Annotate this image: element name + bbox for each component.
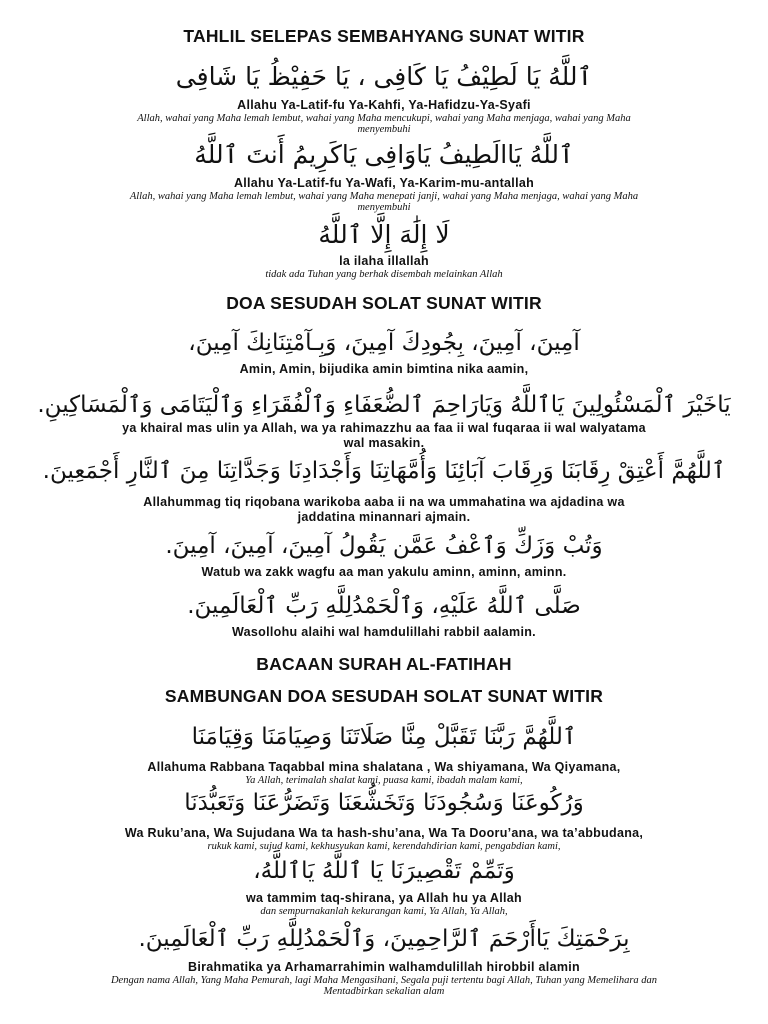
section-title-fatihah: BACAAN SURAH AL-FATIHAH <box>256 654 512 674</box>
transliteration-verse-2: Allahu Ya-Latif-fu Ya-Wafi, Ya-Karim-mu-antallah <box>233 176 535 190</box>
meaning-verse-1: Allah, wahai yang Maha lemah lembut, wahai yang Maha mencukupi, wahai yang Maha menjaga, wahai yang Maha menyembuhi <box>137 113 631 135</box>
transliteration-verse-7: Watub wa zakk wagfu aa man yakulu aminn, aminn, aminn. <box>201 565 567 579</box>
meaning-verse-3: tidak ada Tuhan yang berhak disembah melainkan Allah <box>265 269 503 280</box>
meaning-verse-2: Allah, wahai yang Maha lemah lembut, wahai yang Maha menepati janji, wahai yang Maha menjaga, wahai yang Maha menyembuhi <box>129 191 639 213</box>
arabic-verse-4: آمِينَ، آمِينَ، بِجُودِكَ آمِينَ، وَبِـآمْتِنَانِكَ آمِينَ، <box>188 330 580 356</box>
arabic-verse-7: وَتُبْ وَزَكِّ وَٱعْفُ عَمَّن يَقُولُ آمِينَ، آمِينَ، آمِينَ. <box>165 533 603 559</box>
arabic-verse-3: لَا إِلَٰهَ إِلَّا ٱللَّهُ <box>318 220 450 249</box>
transliteration-verse-1: Allahu Ya-Latif-fu Ya-Kahfi, Ya-Hafidzu-Ya-Syafi <box>237 98 531 112</box>
arabic-verse-10: وَرُكُوعَنَا وَسُجُودَنَا وَتَخَشُّعَنَا وَتَضَرُّعَنَا وَتَعَبُّدَنَا <box>184 790 584 816</box>
section-title-sambungan: SAMBUNGAN DOA SESUDAH SOLAT SUNAT WITIR <box>164 686 604 706</box>
arabic-verse-8: صَلَّى ٱللَّهُ عَلَيْهِ، وَٱلْحَمْدُلِلَّهِ رَبِّ ٱلْعَالَمِينَ. <box>187 593 581 619</box>
arabic-verse-9: ٱللَّهُمَّ رَبَّنَا تَقَبَّلْ مِنَّا صَلَاتَنَا وَصِيَامَنَا وَقِيَامَنَا <box>191 724 577 750</box>
transliteration-verse-5: ya khairal mas ulin ya Allah, wa ya rahimazzhu aa faa ii wal fuqaraa ii wal walyatama wal masakin. <box>122 421 646 450</box>
arabic-verse-1: ٱللَّهُ يَا لَطِيْفُ يَا كَافِى ، يَا حَفِيْظُ يَا شَافِى <box>175 62 593 91</box>
section-title-doa: DOA SESUDAH SOLAT SUNAT WITIR <box>226 293 542 313</box>
meaning-verse-11: dan sempurnakanlah kekurangan kami, Ya Allah, Ya Allah, <box>260 906 508 917</box>
arabic-verse-2: ٱللَّهُ يَاالَطِيفُ يَاوَافِى يَاكَرِيمُ أَنتَ ٱللَّهُ <box>194 140 574 169</box>
arabic-verse-11: وَتَمِّمْ تَقْصِيرَنَا يَا ٱللَّهُ يَاٱللَّهُ، <box>253 858 515 884</box>
meaning-verse-10: rukuk kami, sujud kami, kekhusyukan kami, kerendahdirian kami, pengabdian kami, <box>207 841 561 852</box>
transliteration-verse-9: Allahuma Rabbana Taqabbal mina shalatana , Wa shiyamana, Wa Qiyamana, <box>147 760 621 774</box>
meaning-verse-12: Dengan nama Allah, Yang Maha Pemurah, lagi Maha Mengasihani, Segala puji tertentu bagi Allah, Tuhan yang Memelihara dan Mentadbirkan sekalian alam <box>110 975 658 997</box>
transliteration-verse-12: Birahmatika ya Arhamarrahimin walhamdulillah hirobbil alamin <box>188 960 580 974</box>
section-title-tahlil: TAHLIL SELEPAS SEMBAHYANG SUNAT WITIR <box>183 26 585 46</box>
transliteration-verse-6: Allahummag tiq riqobana warikoba aaba ii na wa ummahatina wa ajdadina wa jaddatina minannari ajmain. <box>143 495 625 524</box>
arabic-verse-5: يَاخَيْرَ ٱلْمَسْئُولِينَ يَاٱللَّهُ وَيَارَاحِمَ ٱلضُّعَفَاءِ وَٱلْفُقَرَاءِ وَٱلْيَتَامَى وَٱلْمَسَاكِينِ. <box>37 392 731 418</box>
arabic-verse-6: ٱللَّهُمَّ أَعْتِقْ رِقَابَنَا وَرِقَابَ آبَائِنَا وَأُمَّهَاتِنَا وَأَجْدَادِنَا وَجَدَّاتِنَا مِنَ ٱلنَّارِ أَجْمَعِينَ. <box>42 458 726 484</box>
meaning-verse-9: Ya Allah, terimalah shalat kami, puasa kami, ibadah malam kami, <box>245 775 523 786</box>
transliteration-verse-3: la ilaha illallah <box>339 254 429 268</box>
transliteration-verse-8: Wasollohu alaihi wal hamdulillahi rabbil aalamin. <box>232 625 536 639</box>
transliteration-verse-11: wa tammim taq-shirana, ya Allah hu ya Allah <box>246 891 522 905</box>
transliteration-verse-10: Wa Ruku’ana, Wa Sujudana Wa ta hash-shu’ana, Wa Ta Dooru’ana, wa ta’abbudana, <box>124 826 644 840</box>
arabic-verse-12: بِرَحْمَتِكَ يَاأَرْحَمَ ٱلرَّاحِمِينَ، وَٱلْحَمْدُلِلَّهِ رَبِّ ٱلْعَالَمِينَ. <box>138 926 630 952</box>
transliteration-verse-4: Amin, Amin, bijudika amin bimtina nika aamin, <box>239 362 529 376</box>
